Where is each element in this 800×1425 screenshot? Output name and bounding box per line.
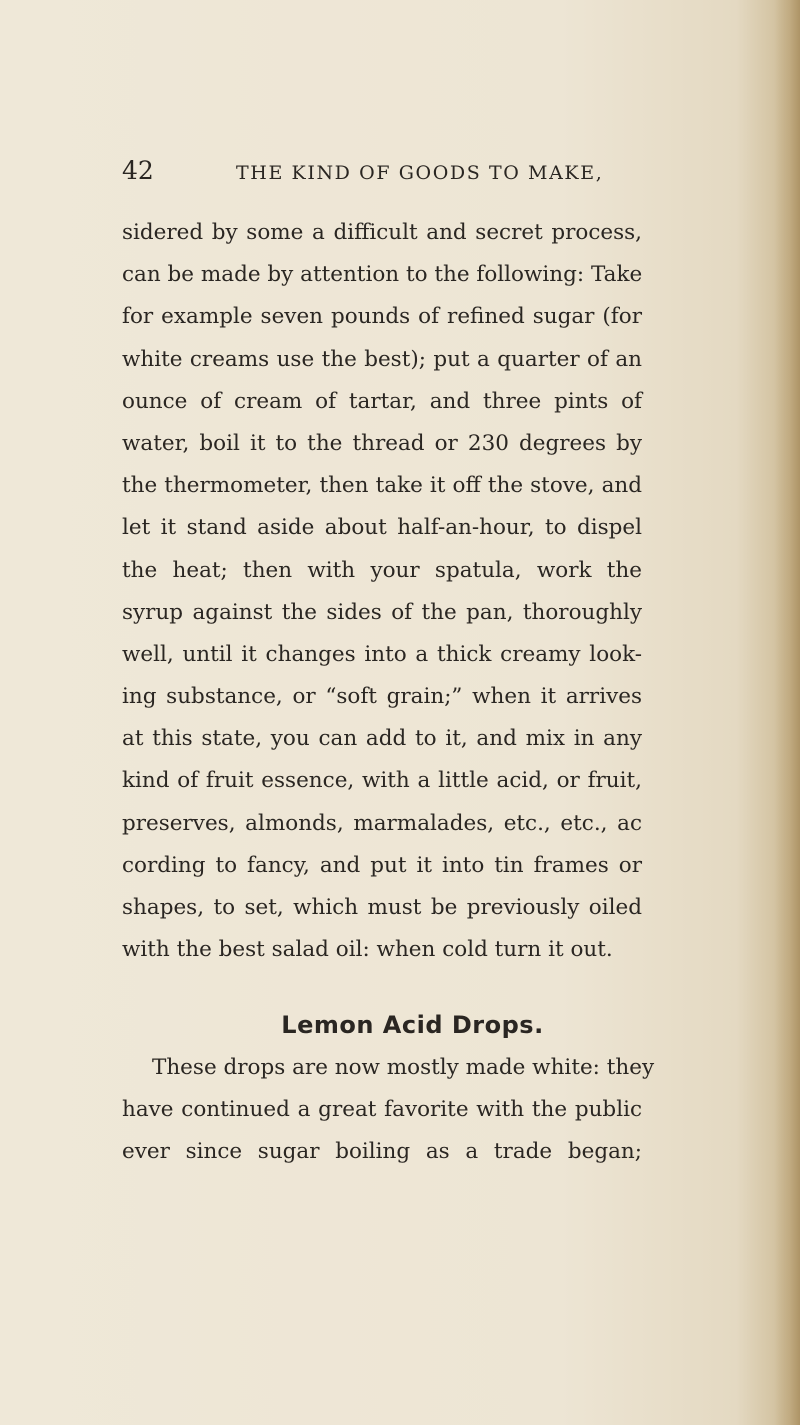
text-line: shapes, to set, which must be previously oiled: [122, 895, 642, 920]
text-line: have continued a great favorite with the public: [122, 1097, 642, 1123]
text-line: cording to fancy, and put it into tin frames or: [122, 852, 642, 878]
text-line: syrup against the sides of the pan, thoroughly: [122, 599, 642, 625]
page-edge-shadow: [774, 0, 800, 1425]
text-line: well, until it changes into a thick creamy look-: [122, 641, 642, 667]
page-number: 42: [122, 156, 154, 185]
text-line: water, boil it to the thread or 230 degrees by: [122, 430, 642, 456]
text-line: preserves, almonds, marmalades, etc., etc., ac: [122, 810, 642, 836]
text-line: can be made by attention to the following: Take: [122, 262, 643, 288]
text-line: with the best salad oil: when cold turn it out.: [122, 937, 613, 963]
section-heading: Lemon Acid Drops.: [281, 1011, 544, 1039]
text-line: kind of fruit essence, with a little acid, or fruit,: [122, 768, 642, 794]
text-line: let it stand aside about half-an-hour, to dispel: [122, 515, 642, 541]
paragraph-lemon-acid-drops: [122, 1047, 655, 1174]
text-line: for example seven pounds of refined sugar (for: [122, 304, 642, 330]
paragraph-continued: [122, 212, 642, 971]
text-line: the heat; then with your spatula, work the: [122, 557, 642, 583]
text-line: ing substance, or “soft grain;” when it arrives: [122, 684, 642, 710]
text-line: sidered by some a difficult and secret process,: [122, 220, 642, 245]
text-line: at this state, you can add to it, and mix in any: [122, 726, 642, 752]
text-line: white creams use the best); put a quarter of an: [122, 346, 642, 372]
text-line: These drops are now mostly made white: they: [152, 1055, 655, 1080]
text-line: the thermometer, then take it off the stove, and: [122, 473, 642, 499]
text-line: ever since sugar boiling as a trade began;: [122, 1139, 642, 1165]
page-header: [122, 156, 642, 196]
text-line: ounce of cream of tartar, and three pints of: [122, 388, 642, 414]
running-head: THE KIND OF GOODS TO MAKE,: [236, 162, 604, 184]
